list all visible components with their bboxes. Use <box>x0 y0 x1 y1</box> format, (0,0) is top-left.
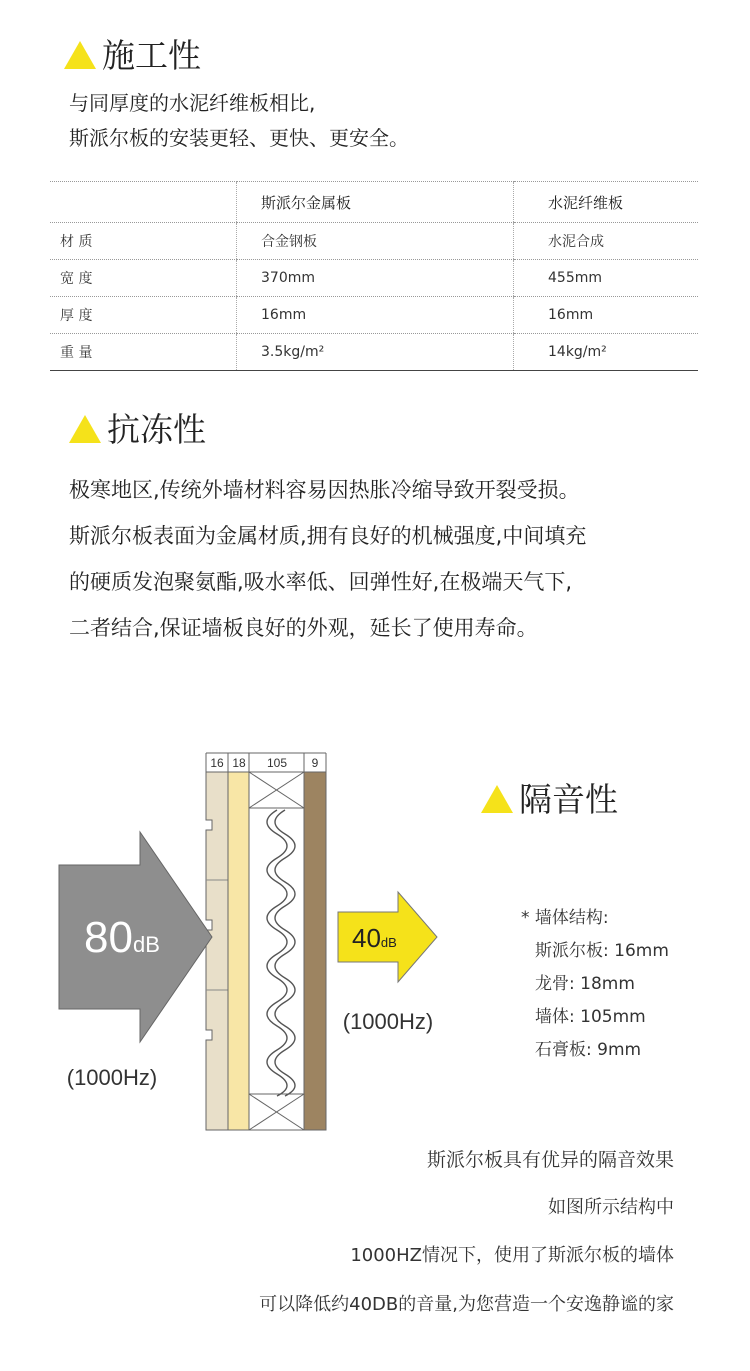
frost-line-3: 的硬质发泡聚氨酯,吸水率低、回弹性好,在极端天气下, <box>69 570 573 594</box>
header-cell: 斯派尔金属板 <box>237 182 514 223</box>
layer-label-gypsum: 9 <box>311 756 319 770</box>
outgoing-frequency: (1000Hz) <box>342 1009 434 1034</box>
structure-item: 龙骨: 18mm <box>535 974 635 994</box>
table-cell: 16mm <box>514 297 699 334</box>
table-cell: 370mm <box>237 260 514 297</box>
construction-line-1: 与同厚度的水泥纤维板相比, <box>69 91 316 115</box>
layer-label-keel: 18 <box>232 756 246 770</box>
table-row <box>50 223 698 260</box>
table-cell: 3.5kg/m² <box>237 334 514 371</box>
conclusion-line-2: 如图所示结构中 <box>548 1197 674 1218</box>
keel-layer <box>228 772 249 1130</box>
table-header-row <box>50 182 698 223</box>
table-cell: 合金钢板 <box>237 223 514 260</box>
warning-triangle-icon <box>69 415 101 443</box>
table-row <box>50 334 698 371</box>
panel-layer <box>206 772 228 1130</box>
frost-line-2: 斯派尔板表面为金属材质,拥有良好的机械强度,中间填充 <box>69 524 587 548</box>
conclusion-line-3: 1000HZ情况下，使用了斯派尔板的墙体 <box>350 1245 674 1266</box>
incoming-sound-arrow <box>59 832 212 1042</box>
row-label: 宽 度 <box>50 260 237 297</box>
conclusion-line-1: 斯派尔板具有优异的隔音效果 <box>426 1149 674 1171</box>
layer-label-panel: 16 <box>210 756 224 770</box>
frost-title: 抗冻性 <box>69 410 206 450</box>
table-cell: 455mm <box>514 260 699 297</box>
header-cell <box>50 182 237 223</box>
row-label: 厚 度 <box>50 297 237 334</box>
construction-title: 施工性 <box>64 36 201 76</box>
frost-line-1: 极寒地区,传统外墙材料容易因热胀冷缩导致开裂受损。 <box>69 478 580 502</box>
table-cell: 水泥合成 <box>514 223 699 260</box>
outgoing-db-value: 40dB <box>352 923 397 953</box>
row-label: 重 量 <box>50 334 237 371</box>
outgoing-sound-arrow <box>338 892 437 982</box>
layer-label-wall: 105 <box>266 756 288 770</box>
structure-item: 石膏板: 9mm <box>535 1040 642 1060</box>
header-cell: 水泥纤维板 <box>514 182 699 223</box>
construction-line-2: 斯派尔板的安装更轻、更快、更安全。 <box>69 126 409 150</box>
sound-title: 隔音性 <box>481 780 618 820</box>
table-cell: 16mm <box>237 297 514 334</box>
row-label: 材 质 <box>50 223 237 260</box>
wall-cavity-layer <box>249 772 304 1130</box>
structure-heading: * 墙体结构: <box>521 908 609 928</box>
structure-item: 墙体: 105mm <box>535 1007 646 1027</box>
conclusion-line-4: 可以降低约40DB的音量,为您营造一个安逸静谧的家 <box>259 1294 674 1315</box>
table-row <box>50 297 698 334</box>
warning-triangle-icon <box>481 785 513 813</box>
incoming-frequency: (1000Hz) <box>66 1065 158 1090</box>
incoming-db-value: 80dB <box>84 913 160 962</box>
gypsum-layer <box>304 772 326 1130</box>
spec-table <box>50 181 698 371</box>
warning-triangle-icon <box>64 41 96 69</box>
frost-line-4: 二者结合,保证墙板良好的外观，延长了使用寿命。 <box>69 616 538 640</box>
table-row <box>50 260 698 297</box>
table-cell: 14kg/m² <box>514 334 699 371</box>
layer-dimension-strip <box>206 753 326 772</box>
structure-item: 斯派尔板: 16mm <box>535 941 669 961</box>
